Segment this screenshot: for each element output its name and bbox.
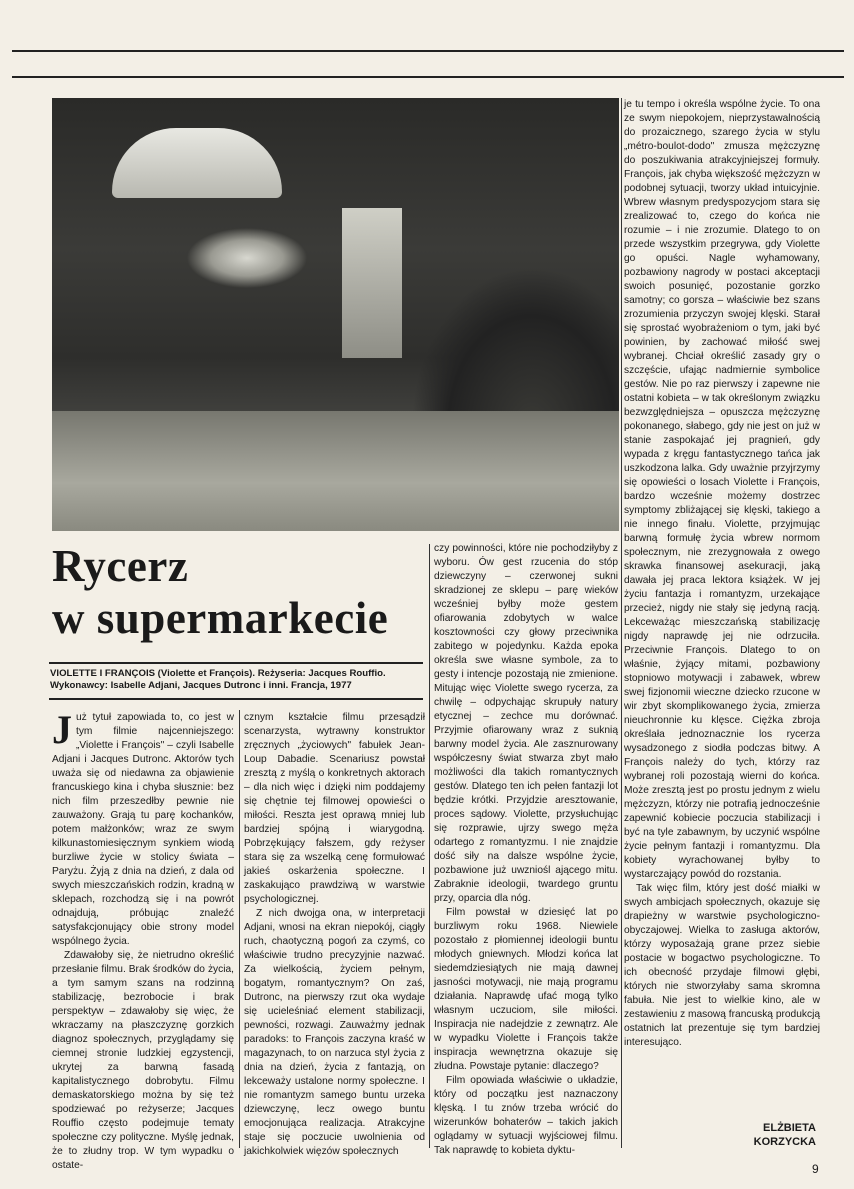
paragraph: Już tytuł zapowiada to, co jest w tym filmie najcenniejszego: „Violette i François" – czyli Isabelle Adjani i Jacques Dutronc. Aktorów tych uważa się od niedawna za objawienie francuskiego kina i chyba słusznie: bez nich film przeszedłby pewnie nie zauważony. Grają tu parę kochanków, potem małżonków; wraz ze swym kilkunastomiesięcznym synkiem wiodą burzliwe życie w stolicy świata – Paryżu. Żyją z dnia na dzień, z dala od swych mieszczańskich rodzin, kradną w sklepach, rozchodzą się i na powrót odnajdują, próbując znaleźć satysfakcjonujący obie strony model wspólnego życia. <box>52 707 234 947</box>
paragraph: Z nich dwojga ona, w interpretacji Adjani, wnosi na ekran niepokój, ciągły ruch, chaotyczną pogoń za czymś, co właściwie trudno precyzyjnie nazwać. Za wielkością, życiem pełnym, bogatym, romantycznym? On zaś, Dutronc, na pierwszy rzut oka wydaje się ucieleśniać element stabilizacji, pewności, rozwagi. Zauważmy jednak paradoks: to François zaczyna kraść w magazynach, to on narzuca styl życia z dnia na dzień, życia z fantazją, on lekceważy ustalone normy społeczne. I nie romantyzm samego buntu urzeka dziewczynę, lecz owego buntu emocjonująca realizacja. Atrakcyjne staje się poczucie uwolnienia od jakichkolwiek więzów społecznych <box>244 908 425 1157</box>
title-line-2: w supermarkecie <box>52 593 389 643</box>
author-signature <box>690 1121 816 1149</box>
article-title <box>52 540 422 644</box>
column-divider <box>239 710 240 1148</box>
text-column-1 <box>52 707 234 1173</box>
paragraph: czy powinności, które nie pochodziłyby z wyboru. Ów gest rzucenia do stóp dziewczyny – czerwonej sukni skradzionej ze sklepu – parę wieków wcześniej byłby może gestem ofiarowania zdobytych w walce kosztowności czy głowy przeciwnika zabitego w pojedynku. Każda epoka określa swe własne symbole, za to gesty i intencje pozostają nie zmienione. Mitując więc Violette swego rycerza, za chwilę – odpychając skrupuły natury etycznej – zechce mu dorównać. Przyjmie ofiarowany wraz z suknią barwny model życia. Ale zasznurowany współczesny świat stwarza zbyt mało możliwości dla takich romantycznych gestów. Dlatego ten ich pełen fantazji lot będzie krótki. Przyjdzie aresztowanie, proces sądowy. Violette, przysłuchując się rozprawie, ujrzy swego męża odartego z romantyzmu. I nie znajdzie dość siły na dalsze wspólne życie, pozbawione już uwzniośl ającego mitu. Zabraknie ideologii, twardego gruntu przy, oparcia dla nóg. <box>434 543 618 904</box>
drop-cap: J <box>52 707 72 752</box>
text-column-2 <box>244 711 425 1159</box>
column-divider <box>429 544 430 1148</box>
text-column-4 <box>624 98 820 1050</box>
column-divider <box>621 98 622 1148</box>
text-column-3 <box>434 542 618 1158</box>
credits-rule-bottom <box>49 698 423 700</box>
top-rule-2 <box>12 76 844 78</box>
paragraph: Zdawałoby się, że nietrudno określić przesłanie filmu. Brak środków do życia, a tym samym szans na rodzinną stabilizację, bezrobocie i brak perspektyw – zdawałoby się więc, że wkraczamy na płaszczyznę gorzkich diagnoz społecznych, przyglądamy się ciemnej stronie ludzkiej egzystencji, ukrytej za barwną fasadą kapitalistycznego dobrobytu. Filmu demaskatorskiego można by się też spodziewać po reżyserze; Jacques Rouffio często podejmuje tematy społeczne czy polityczne. Myślę jednak, że to złudny trop. W tym wypadku o ostate- <box>52 950 234 1171</box>
top-rule <box>12 50 844 52</box>
author-last-name: KORZYCKA <box>753 1136 816 1148</box>
paragraph: Film opowiada właściwie o układzie, który od początku jest naznaczony klęską. I tu znów trzeba wrócić do wizerunków bohaterów – takich jakich oglądamy w sytuacji wyjściowej filmu. Tak naprawdę to kobieta dyktu- <box>434 1075 618 1156</box>
paragraph: cznym kształcie filmu przesądził scenarzysta, wytrawny konstruktor zręcznych „życiowych" fabułek Jean-Loup Dabadie. Scenariusz powstał zresztą z myślą o konkretnych aktorach – dla nich więc i dzięki nim poddajemy się chętnie tej filmowej opowieści o miłości. Reszta jest oprawą mniej lub bardziej spójną i wiarygodną. Pobrzękujący fałszem, gdy reżyser stara się za wszelką cenę formułować jakieś oskarżenia społeczne. I zaskakująco prawdziwą w warstwie psychologicznej. <box>244 712 425 905</box>
film-credits: VIOLETTE I FRANÇOIS (Violette et François). Reżyseria: Jacques Rouffio. Wykonawcy: Isabelle Adjani, Jacques Dutronc i inni. Francja, 1977 <box>50 668 386 691</box>
title-line-1: Rycerz <box>52 541 189 591</box>
paragraph: je tu tempo i określa wspólne życie. To ona ze swym niepokojem, nieprzystawalnością do prozaicznego, szarego życia w stylu „métro-boulot-dodo" zmusza mężczyznę do poszukiwania atrakcyjniejszej formuły. François, jak chyba większość mężczyzn w podobnej sytuacji, tworzy układ intuicyjnie. Wbrew własnym predyspozycjom stara się zrealizować to, czego do końca nie rozumie – i nie zrozumie. Dlatego to on przede wszystkim przegrywa, gdy Violette go opuści. Nagle wyhamowany, pozbawiony nagrody w postaci akceptacji swoich posunięć, pozostanie gorzko samotny; co gorsza – właściwie bez szans zrozumienia przyczyn swojej klęski. Starał się sprostać wyobrażeniom o tym, jaki być powinien, by zachować miłość swej wybranej. Chciał określić zasady gry o szczęście, ufając nadmiernie symbolice gestów. Nie po raz pierwszy i zapewne nie ostatni kobieta – w tak określonym związku bezwzględniejsza – opuszcza mężczyznę pokonanego, słabego, gdy nie jest on już w stanie zaspokajać jej pragnień, gdy wypada z kręgu fantastycznego tańca jak uszkodzona lalka. Gdy uważnie przyjrzymy się opowieści o losach Violette i François, bardzo wcześnie możemy dostrzec symptomy zbliżającej się klęski, takiego a nie innego finału. Violette, przyjmując barwną formułę życia wbrew normom społecznym, nie zrezygnowała z owego skrawka finansowej asekuracji, jaką dawała jej praca lektora książek. W jej życiu fantazja i romantyzm, urzekające przecież, nigdy nie stały się jedyną racją. Lekceważąc mieszczańską stabilizację nigdy naprawdę jej nie odrzuciła. Przeciwnie François. Dlatego to on właśnie, żyjący mitami, pozbawiony stopniowo motywacji i zabawek, wbrew swej fizjonomii wieczne dziecko rzucone w wir zbyt skomplikowanego życia, zmierza nieuchronnie ku klęsce. Ciężka zbroja określała jednoznacznie los rycerza wysadzonego z siodła podczas bitwy. A François należy do tych, którzy raz wybranej roli pozostają wierni do końca. Może zresztą jest po prostu jednym z wielu mężczyzn, którzy nie potrafią jednocześnie zapewnić kobiecie poczucia stabilizacji i być na tyle zabawnym, by uczynić wspólne życie pełnym fantazji i romantyzmu. Dla kobiety wyrachowanej byłby to wystarczający powód do rozstania. <box>624 99 820 880</box>
film-still-photo <box>52 98 619 531</box>
window-shape <box>342 208 402 358</box>
table-shape <box>52 411 619 531</box>
paragraph: Film powstał w dziesięć lat po burzliwym roku 1968. Niewiele pozostało z płomiennej ideologii buntu młodych gniewnych. Młodzi końca lat siedemdziesiątych nie mają dawnej jasności motywacji, nie mają programu działania. Naprawdę ufać mogą tylko własnym uczuciom, sile miłości. Inspiracja nie nadejdzie z zewnątrz. Ale w wypadku Violette i François także inspiracja wewnętrzna okazuje się złudna. Powstaje pytanie: dlaczego? <box>434 907 618 1072</box>
author-first-name: ELŻBIETA <box>763 1122 816 1134</box>
lamp-shape <box>112 128 282 198</box>
paragraph: Tak więc film, który jest dość miałki w swych ambicjach społecznych, okazuje się drapieżny w warstwie psychologiczno-obyczajowej. Wielka to zasługa aktorów, którzy wyposażają grane przez siebie postacie w bogactwo psychologiczne. To ich obecność przydaje filmowi głębi, których nie stworzyłaby sama skromna fabuła. Nie jest to wielkie kino, ale w zestawieniu z masową francuską produkcją ostatnich lat prezentuje się tym bardziej interesująco. <box>624 883 820 1048</box>
page-number: 9 <box>812 1162 819 1176</box>
credits-rule-top <box>49 662 423 664</box>
